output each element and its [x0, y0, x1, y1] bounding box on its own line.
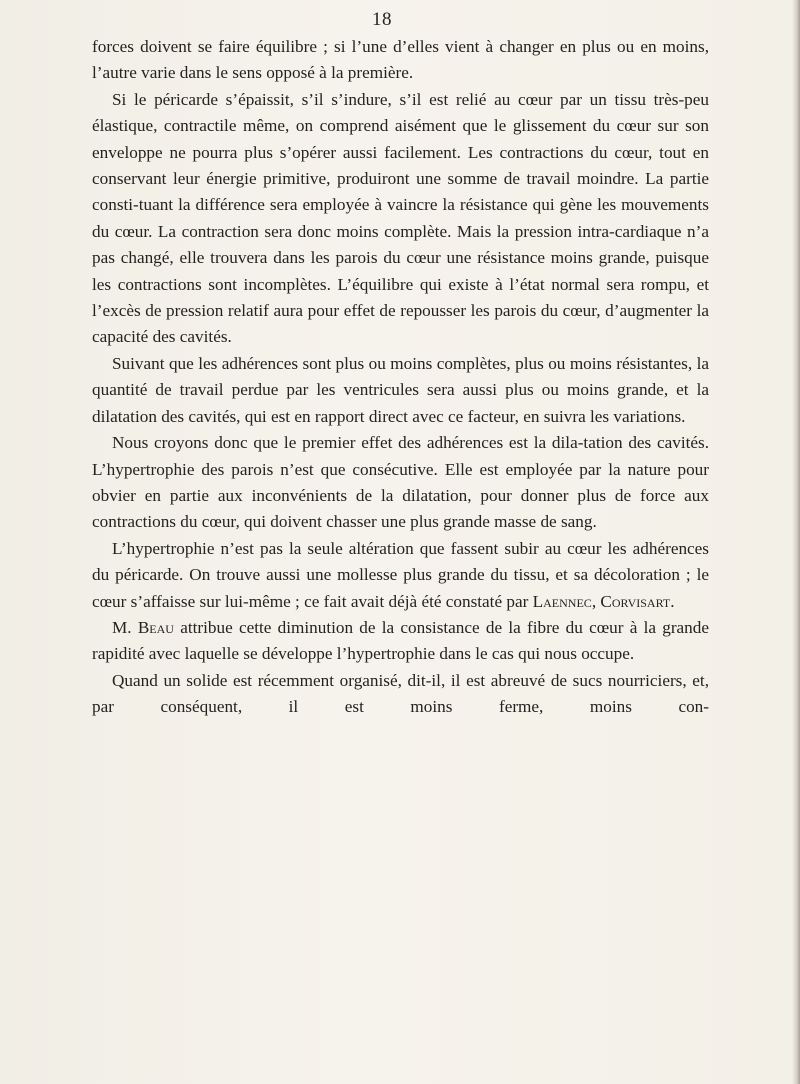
author-name-laennec: Laennec [532, 591, 592, 611]
paragraph-5 [92, 536, 709, 615]
paragraph-6-prefix: M. [112, 617, 138, 637]
paragraph-5-end: . [670, 591, 675, 611]
body-text [92, 34, 709, 721]
paragraph-3: Suivant que les adhérences sont plus ou moins complètes, plus ou moins résistantes, la quantité de travail perdue par les ventricules sera aussi plus ou moins grande, et la dilatation des cavités, qui est en rapport direct avec ce facteur, en suivra les variations. [92, 353, 709, 426]
author-name-corvisart: Corvisart [600, 591, 671, 611]
paragraph-5-text: L’hypertrophie n’est pas la seule altération que fassent subir au cœur les adhérences du péricarde. On trouve aussi une mollesse plus grande du tissu, et sa décoloration ; le cœur s’affaisse sur lui-même ; ce fait avait déjà été constaté par [92, 538, 709, 611]
paragraph-6-text: attribue cette diminution de la consistance de la fibre du cœur à la grande rapidité avec laquelle se développe l’hypertrophie dans le cas qui nous occupe. [92, 617, 709, 664]
paragraph-2: Si le péricarde s’épaissit, s’il s’indure, s’il est relié au cœur par un tissu très-peu élastique, contractile même, on comprend aisément que le glissement du cœur sur son enveloppe ne pourra plus s’opérer aussi facilement. Les contractions du cœur, tout en conservant leur énergie primitive, produiront une somme de travail moindre. La partie consti-tuant la différence sera employée à vaincre la résistance qui gène les mouvements du cœur. La contraction sera donc moins complète. Mais la pression intra-cardiaque n’a pas changé, elle trouvera dans les parois du cœur une résistance moins grande, puisque les contractions sont incomplètes. L’équilibre qui existe à l’état normal sera rompu, et l’excès de pression relatif aura pour effet de repousser les parois du cœur, d’augmenter la capacité des cavités. [92, 89, 709, 347]
page-number: 18 [372, 9, 392, 30]
paragraph-6 [92, 615, 709, 668]
paragraph-4: Nous croyons donc que le premier effet des adhérences est la dila-tation des cavités. L’hypertrophie des parois n’est que consécutive. Elle est employée par la nature pour obvier en partie aux inconvénients de la dilatation, pour donner plus de force aux contractions du cœur, qui doivent chasser une plus grande masse de sang. [92, 433, 709, 532]
page-edge-shadow [792, 0, 800, 1084]
author-name-beau: Beau [137, 617, 174, 637]
name-separator: , [591, 591, 601, 611]
paragraph-7: Quand un solide est récemment organisé, dit-il, il est abreuvé de sucs nourriciers, et, par conséquent, il est moins ferme, moins con- [92, 670, 709, 717]
paragraph-1: forces doivent se faire équilibre ; si l’une d’elles vient à changer en plus ou en moins, l’autre varie dans le sens opposé à la première. [92, 37, 709, 83]
